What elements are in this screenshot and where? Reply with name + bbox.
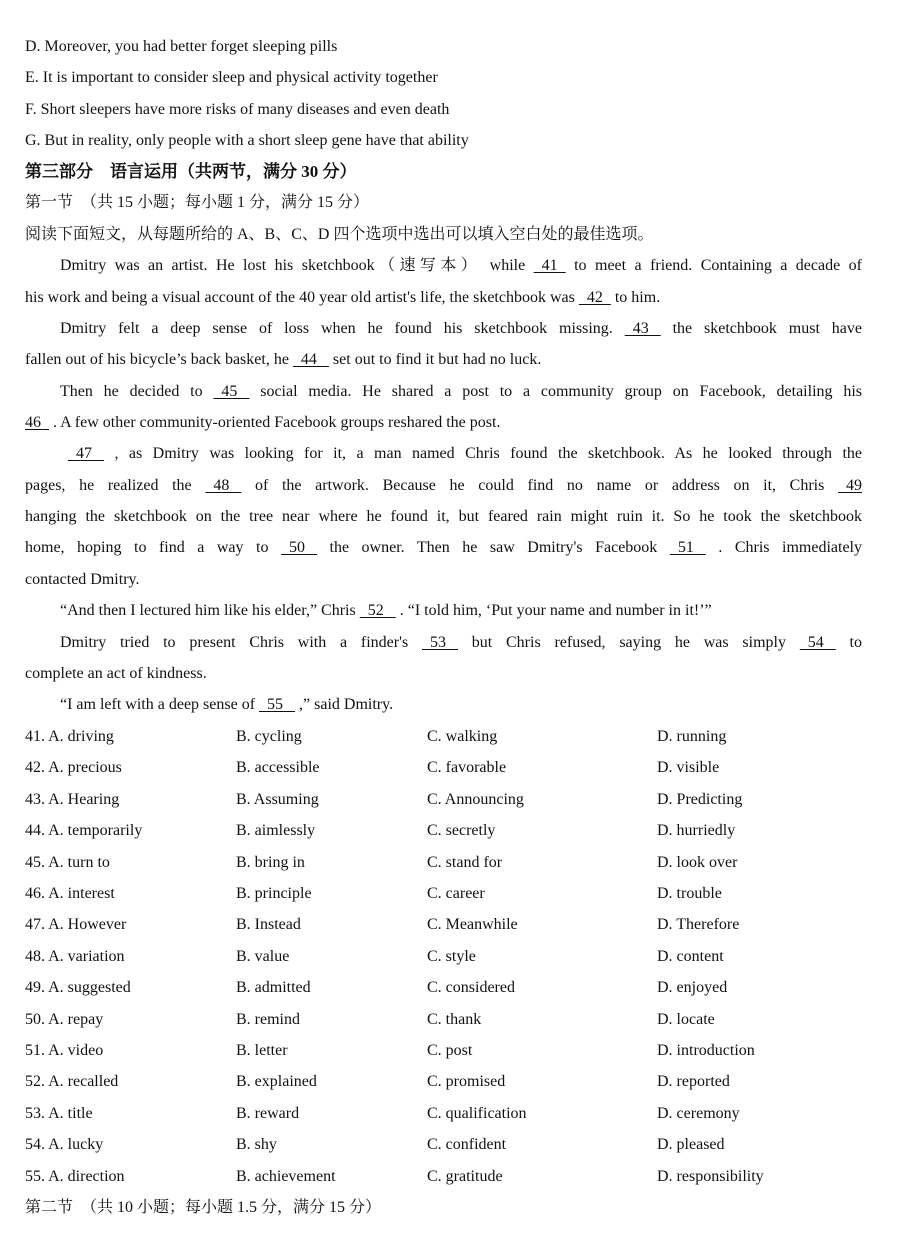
option-d: D. reported (657, 1073, 730, 1091)
passage-line: complete an act of kindness. (25, 665, 207, 682)
option-d: D. ceremony (657, 1104, 740, 1122)
passage-text: but Chris refused, saying he was simply (457, 634, 800, 651)
passage-text: “And then I lectured him like his elder,” Chris (60, 602, 360, 619)
passage-line (25, 532, 862, 563)
option-a: 53. A. title (25, 1104, 93, 1122)
option-c: C. confident (427, 1136, 507, 1154)
passage-text: Dmitry tried to present Chris with a finder's (60, 634, 422, 651)
blank-48: 48 (205, 477, 242, 494)
passage-text: . “I told him, ‘Put your name and number in it!’” (395, 602, 712, 619)
passage-text: pages, he realized the (25, 477, 206, 494)
option-c: C. gratitude (427, 1167, 503, 1185)
option-b: B. letter (236, 1042, 288, 1059)
passage-text: his work and being a visual account of the 40 year old artist's life, the sketchbook was (25, 289, 579, 306)
blank-47: 47 (68, 445, 104, 462)
option-c: C. considered (427, 979, 515, 997)
option-b: B. reward (236, 1104, 300, 1122)
option-b: B. achievement (236, 1167, 336, 1185)
passage-line (60, 689, 862, 720)
option-c: C. style (427, 947, 476, 965)
option-c: C. post (427, 1042, 473, 1059)
passage-line: contacted Dmitry. (25, 571, 140, 588)
option-a: 42. A. precious (25, 759, 122, 777)
passage-text: the sketchbook must have (660, 320, 862, 337)
option-a: 43. A. Hearing (25, 790, 120, 808)
passage-line (25, 470, 862, 501)
option-a: 55. A. direction (25, 1167, 125, 1185)
option-c: C. Announcing (427, 790, 524, 808)
blank-50: 50 (280, 539, 317, 556)
passage-line (60, 595, 862, 626)
option-b: B. Instead (236, 916, 301, 934)
option-c: C. favorable (427, 759, 507, 777)
option-c: C. qualification (427, 1104, 527, 1122)
passage-text: of the artwork. Because he could find no name or address on it, Chris (241, 477, 839, 494)
passage-text: , as Dmitry was looking for it, a man named Chris found the sketchbook. As he looked through the (104, 445, 862, 462)
passage-text: to meet a friend. Containing a decade of (565, 257, 862, 274)
option-b: B. cycling (236, 728, 302, 745)
passage-line (25, 344, 865, 375)
passage-text: “I am left with a deep sense of (60, 696, 260, 713)
passage-line (60, 250, 862, 281)
section-one-instruction: 阅读下面短文，从每题所给的 A、B、C、D 四个选项中选出可以填入空白处的最佳选项。 (25, 226, 654, 243)
option-d: D. responsibility (657, 1167, 764, 1185)
passage-text: . A few other community-oriented Facebook groups reshared the post. (49, 414, 501, 431)
blank-53: 53 (421, 634, 458, 651)
passage-line (25, 407, 865, 438)
option-d: D. pleased (657, 1136, 725, 1154)
option-d: D. Therefore (657, 916, 740, 934)
option-d: D. Predicting (657, 790, 743, 808)
option-a: 48. A. variation (25, 947, 125, 965)
option-a: 41. A. driving (25, 728, 114, 745)
option-g-prev: G. But in reality, only people with a short sleep gene have that ability (25, 132, 469, 149)
option-b: B. Assuming (236, 790, 319, 808)
option-b: B. aimlessly (236, 822, 316, 840)
option-b: B. explained (236, 1073, 317, 1091)
option-b: B. principle (236, 885, 312, 902)
passage-text: Dmitry was an artist. He lost his sketchbook（速写本） while (60, 257, 534, 274)
option-d: D. enjoyed (657, 979, 728, 997)
blank-51: 51 (669, 539, 706, 556)
blank-45: 45 (213, 383, 250, 400)
blank-46: 46 (25, 414, 49, 431)
option-b: B. value (236, 947, 290, 965)
option-d-prev: D. Moreover, you had better forget sleeping pills (25, 38, 338, 55)
passage-text: social media. He shared a post to a community group on Facebook, detailing his (249, 383, 863, 400)
option-b: B. bring in (236, 853, 305, 871)
blank-43: 43 (624, 320, 661, 337)
option-d: D. content (657, 947, 724, 965)
passage-line (68, 438, 862, 469)
option-d: D. introduction (657, 1042, 755, 1059)
passage-text: . Chris immediately (705, 539, 862, 556)
option-d: D. visible (657, 759, 720, 777)
option-b: B. admitted (236, 979, 311, 997)
option-b: B. remind (236, 1010, 300, 1028)
blank-54: 54 (799, 634, 836, 651)
blank-52: 52 (359, 602, 396, 619)
blank-44: 44 (292, 351, 329, 368)
blank-42: 42 (578, 289, 611, 306)
passage-text: the owner. Then he saw Dmitry's Facebook (316, 539, 670, 556)
part-three-title: 第三部分 语言运用（共两节，满分 30 分） (25, 162, 357, 181)
passage-line (25, 282, 865, 313)
option-b: B. shy (236, 1136, 277, 1154)
option-c: C. secretly (427, 822, 496, 840)
option-a: 49. A. suggested (25, 979, 131, 997)
passage-line (60, 376, 862, 407)
section-one-header: 第一节 （共 15 小题；每小题 1 分，满分 15 分） (25, 194, 370, 211)
option-a: 54. A. lucky (25, 1136, 104, 1154)
option-d: D. trouble (657, 885, 722, 902)
option-d: D. look over (657, 853, 738, 871)
passage-text: ,” said Dmitry. (295, 696, 394, 713)
passage-text: home, hoping to find a way to (25, 539, 281, 556)
section-two-header: 第二节 （共 10 小题；每小题 1.5 分，满分 15 分） (25, 1199, 382, 1216)
option-a: 50. A. repay (25, 1010, 104, 1028)
option-a: 51. A. video (25, 1042, 104, 1059)
passage-text: fallen out of his bicycle’s back basket, he (25, 351, 293, 368)
passage-line (60, 313, 862, 344)
passage-text: to him. (610, 289, 661, 306)
option-c: C. promised (427, 1073, 506, 1091)
passage-text: Dmitry felt a deep sense of loss when he found his sketchbook missing. (60, 320, 625, 337)
option-d: D. running (657, 728, 727, 745)
passage-line (60, 627, 862, 658)
option-c: C. stand for (427, 853, 503, 871)
option-a: 45. A. turn to (25, 853, 110, 871)
option-a: 44. A. temporarily (25, 822, 143, 840)
option-f-prev: F. Short sleepers have more risks of many diseases and even death (25, 101, 450, 118)
blank-41: 41 (533, 257, 566, 274)
option-c: C. Meanwhile (427, 916, 518, 934)
passage-text: Then he decided to (60, 383, 214, 400)
option-c: C. walking (427, 728, 498, 745)
option-c: C. thank (427, 1010, 482, 1028)
option-a: 52. A. recalled (25, 1073, 119, 1091)
option-d: D. locate (657, 1010, 715, 1028)
option-d: D. hurriedly (657, 822, 736, 840)
option-e-prev: E. It is important to consider sleep and physical activity together (25, 69, 438, 86)
passage-text: to (835, 634, 862, 651)
option-c: C. career (427, 885, 485, 902)
passage-text: set out to find it but had no luck. (328, 351, 542, 368)
option-a: 47. A. However (25, 916, 127, 934)
blank-49: 49 (838, 477, 863, 494)
option-a: 46. A. interest (25, 885, 115, 902)
option-b: B. accessible (236, 759, 320, 777)
blank-55: 55 (259, 696, 296, 713)
passage-line: hanging the sketchbook on the tree near where he found it, but feared rain might ruin it. So he took the sketchbook (25, 508, 862, 525)
